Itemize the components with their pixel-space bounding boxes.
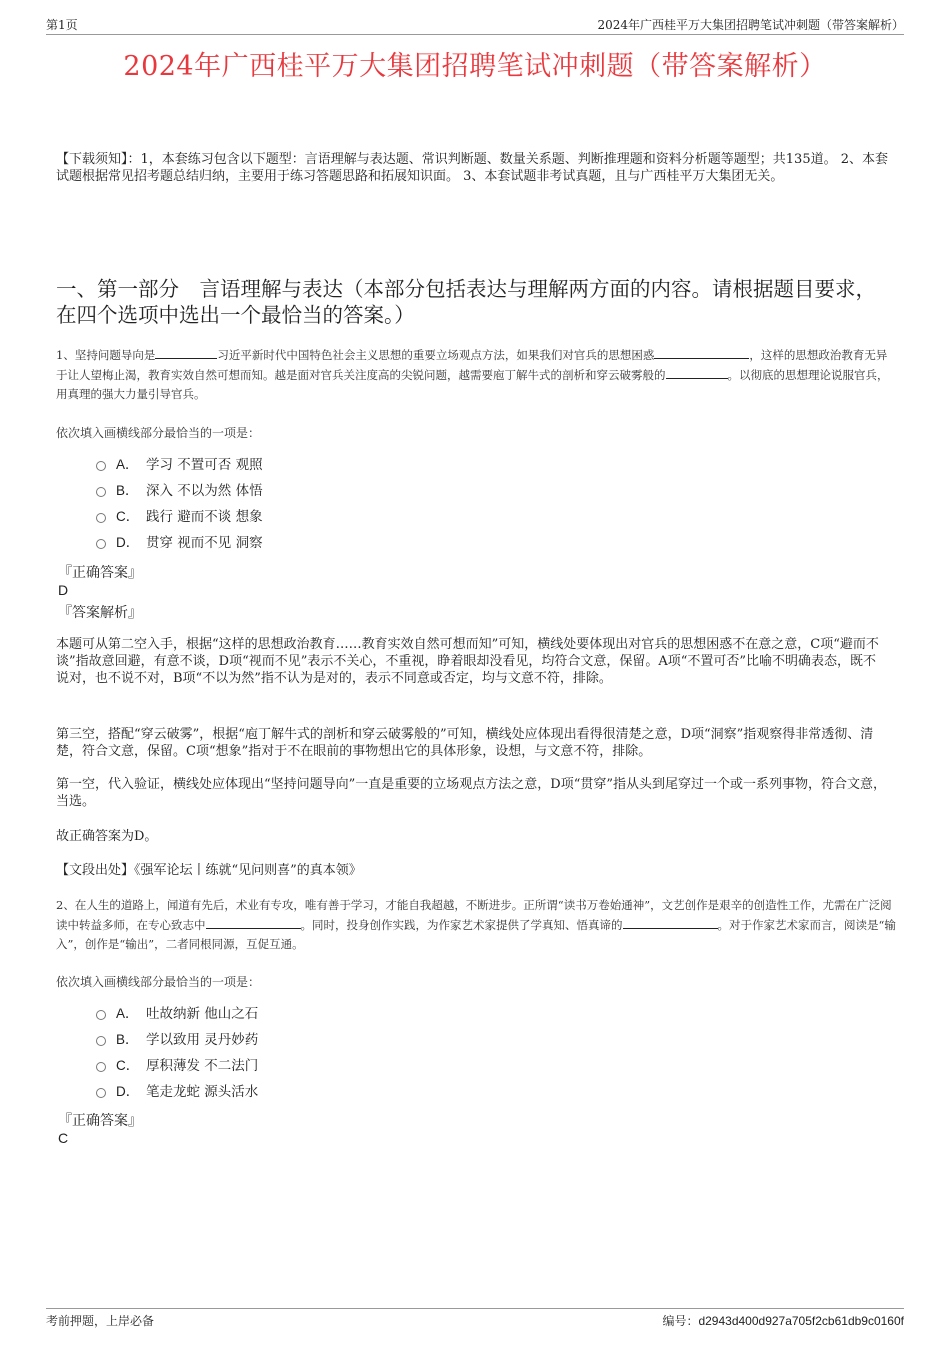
blank xyxy=(666,367,728,379)
option-d[interactable]: D． 笔走龙蛇 源头活水 xyxy=(96,1079,258,1105)
blank xyxy=(654,347,749,359)
source-citation: 【文段出处】《强军论坛丨练就“见问则喜”的真本领》 xyxy=(56,863,362,878)
correct-answer: C xyxy=(58,1130,69,1146)
analysis-label: 『答案解析』 xyxy=(58,605,142,621)
page-footer xyxy=(46,1308,904,1327)
analysis-paragraph: 第一空，代入验证，横线处应体现出“坚持问题导向”一直是重要的立场观点方法之意，D项“贯穿”指从头到尾穿过一个或一系列事物，符合文意，当选。 xyxy=(56,777,887,809)
radio-icon[interactable] xyxy=(96,1010,106,1020)
radio-icon[interactable] xyxy=(96,1062,106,1072)
header-doc-title: 2024年广西桂平万大集团招聘笔试冲刺题（带答案解析） xyxy=(597,18,904,32)
analysis-paragraph: 本题可从第二空入手，根据“这样的思想政治教育……教育实效自然可想而知”可知，横线处要体现出对官兵的思想困惑不在意之意，C项“避而不谈”指故意回避，有意不谈，D项“视而不见”表示不关心，不重视，睁着眼却没看见，均符合文意，保留。A项“不置可否”比喻不明确表态，既不说对，也不说不对，B项“不以为然”指不认为是对的，表示不同意或否定，均与文意不符，排除。 xyxy=(56,637,879,686)
blank xyxy=(623,917,718,929)
option-c[interactable]: C． 践行 避而不谈 想象 xyxy=(96,504,263,530)
radio-icon[interactable] xyxy=(96,1088,106,1098)
footer-slogan: 考前押题，上岸必备 xyxy=(46,1314,155,1328)
section-heading: 一、第一部分 言语理解与表达（本部分包括表达与理解两方面的内容。请根据题目要求，在四个选项中选出一个最恰当的答案。） xyxy=(56,277,876,327)
question-1-instruction: 依次填入画横线部分最恰当的一项是： xyxy=(56,426,261,440)
option-b[interactable]: B． 学以致用 灵丹妙药 xyxy=(96,1027,258,1053)
answer-label: 『正确答案』 xyxy=(58,565,142,581)
option-a[interactable]: A． 学习 不置可否 观照 xyxy=(96,452,263,478)
radio-icon[interactable] xyxy=(96,487,106,497)
radio-icon[interactable] xyxy=(96,1036,106,1046)
blank xyxy=(206,917,301,929)
question-1-stem: 1、坚持问题导向是 习近平新时代中国特色社会主义思想的重要立场观点方法，如果我们对官兵的思想困惑 ，这样的思想政治教育无异于让人望梅止渴，教育实效自然可想而知。越是面对官兵关注度高的尖锐问题，越需要庖丁解牛式的剖析和穿云破雾般的 。以彻底的思想理论说服官兵，用真理的强大力量引导官兵。 xyxy=(56,348,889,401)
document-code: 编号：d2943d400d927a705f2cb61db9c0160f xyxy=(662,1314,904,1328)
answer-label: 『正确答案』 xyxy=(58,1113,142,1129)
blank xyxy=(155,347,217,359)
option-b[interactable]: B． 深入 不以为然 体悟 xyxy=(96,478,263,504)
option-d[interactable]: D． 贯穿 视而不见 洞察 xyxy=(96,530,263,556)
option-a[interactable]: A． 吐故纳新 他山之石 xyxy=(96,1001,258,1027)
download-notice: 【下载须知】：1，本套练习包含以下题型：言语理解与表达题、常识判断题、数量关系题、判断推理题和资料分析题等题型；共135道。 2、本套试题根据常见招考题总结归纳，主要用于练习答题思路和拓展知识面。 3、本套试题非考试真题，且与广西桂平万大集团无关。 xyxy=(56,152,888,184)
question-1-options xyxy=(96,452,263,556)
radio-icon[interactable] xyxy=(96,461,106,471)
correct-answer: D xyxy=(58,582,69,598)
question-2-options xyxy=(96,1001,258,1105)
radio-icon[interactable] xyxy=(96,513,106,523)
radio-icon[interactable] xyxy=(96,539,106,549)
analysis-paragraph: 第三空，搭配“穿云破雾”，根据“庖丁解牛式的剖析和穿云破雾般的”可知，横线处应体现出看得很清楚之意，D项“洞察”指观察得非常透彻、清楚，符合文意，保留。C项“想象”指对于不在眼前的事物想出它的具体形象，设想，与文意不符，排除。 xyxy=(56,727,874,759)
question-2-stem: 2、在人生的道路上，闻道有先后，术业有专攻，唯有善于学习，才能自我超越，不断进步。正所谓“读书万卷始通神”，文艺创作是艰辛的创造性工作，尤需在广泛阅读中转益多师，在专心致志中 。同时，投身创作实践，为作家艺术家提供了学真知、悟真谛的 。对于作家艺术家而言，阅读是“输入”，创作是“输出”，二者同根同源，互促互通。 xyxy=(56,898,896,951)
page-number: 第1页 xyxy=(46,18,78,32)
analysis-conclusion: 故正确答案为D。 xyxy=(56,829,158,844)
page-header xyxy=(46,14,904,35)
page-title: 2024年广西桂平万大集团招聘笔试冲刺题（带答案解析） xyxy=(123,51,827,82)
question-2-instruction: 依次填入画横线部分最恰当的一项是： xyxy=(56,975,261,989)
option-c[interactable]: C． 厚积薄发 不二法门 xyxy=(96,1053,258,1079)
